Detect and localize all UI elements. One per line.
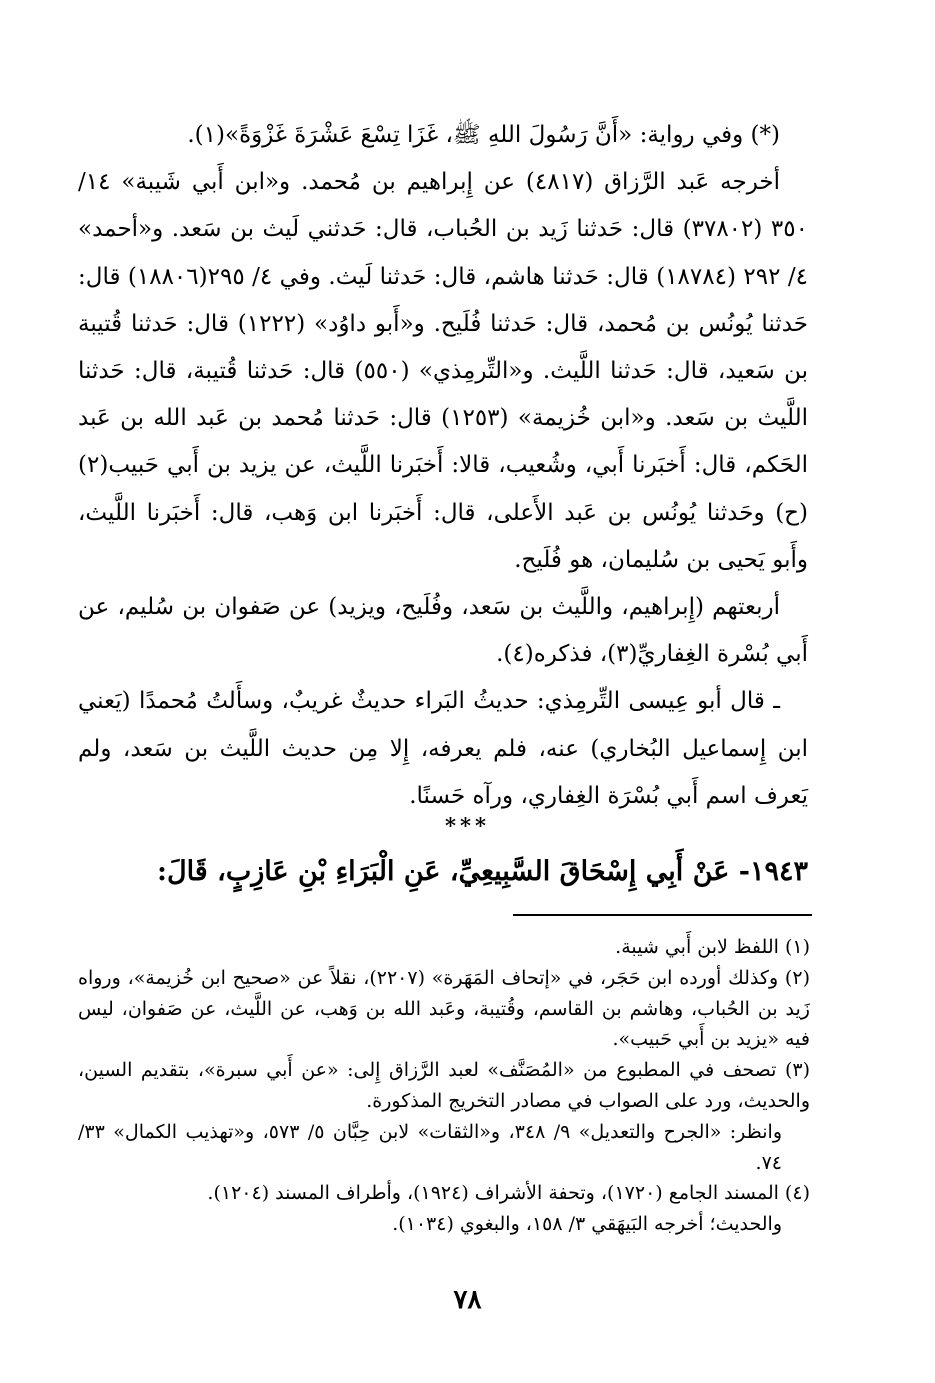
footnote-1: (١) اللفظ لابن أَبي شيبة. <box>615 936 810 958</box>
footnote-divider <box>513 914 812 916</box>
takhrij-paragraph: أخرجه عَبد الرَّزاق (٤٨١٧) عن إِبراهيم بن مُحمد. و«ابن أَبي شَيبة» ١٤/ ٣٥٠ (٣٧٨٠٢) قال: حَدثنا زَيد بن الحُباب، قال: حَدثني لَيث بن سَعد. و«أحمد» ٤/ ٢٩٢ (١٨٧٨٤) قال: حَدثنا هاشم، قال: حَدثنا لَيث. وفي ٤/ ٢٩٥(١٨٨٠٦) قال: حَدثنا يُونُس بن مُحمد، قال: حَدثنا فُلَيح. و«أَبو داوُد» (١٢٢٢) قال: حَدثنا قُتيبة بن سَعيد، قال: حَدثنا اللَّيث. و«التِّرمِذي» (٥٥٠) قال: حَدثنا قُتيبة، قال: حَدثنا اللَّيث بن سَعد. و«ابن خُزيمة» (١٢٥٣) قال: حَدثنا مُحمد بن عَبد الله بن عَبد الحَكم، قال: أَخبَرنا أَبي، وشُعيب، قالا: أَخبَرنا اللَّيث، عن يزيد بن أَبي حَبيب(٢) (ح) وحَدثنا يُونُس بن عَبد الأَعلى، قال: أَخبَرنا ابن وَهب، قال: أَخبَرنا اللَّيث، وأَبو يَحيى بن سُليمان، هو فُلَيح. <box>78 169 808 573</box>
chain-summary-paragraph: أربعتهم (إِبراهيم، واللَّيث بن سَعد، وفُلَيح، ويزيد) عن صَفوان بن سُليم، عن أَبي بُسْرة الغِفاريِّ(٣)، فذكره(٤). <box>78 594 808 668</box>
hadith-heading: ١٩٤٣- عَنْ أَبِي إِسْحَاقَ السَّبِيعِيِّ، عَنِ الْبَرَاءِ بْنِ عَازِبٍ، قَالَ: <box>156 856 808 887</box>
page-number: ٧٨ <box>453 1285 482 1315</box>
section-separator: *** <box>445 813 490 838</box>
footnote-4-continuation: والحديث؛ أخرجه البَيهَقي ٣/ ١٥٨، والبغوي (١٠٣٤). <box>392 1213 782 1236</box>
footnotes <box>78 932 810 1240</box>
main-text <box>78 112 808 820</box>
footnote-4: (٤) المسند الجامع (١٧٢٠)، وتحفة الأشراف (١٩٢٤)، وأطراف المسند (١٢٠٤). <box>207 1182 810 1205</box>
footnote-3: (٣) تصحف في المطبوع من «المُصَنَّف» لعبد الرَّزاق إِلى: «عن أَبي سبرة»، بتقديم السين، والحديث، ورد على الصواب في مصادر التخريج المذكورة. <box>78 1059 810 1112</box>
footnote-2: (٢) وكذلك أورده ابن حَجَر، في «إتحاف المَهَرة» (٢٢٠٧)، نقلاً عن «صحيح ابن خُزيمة»، ورواه زَيد بن الحُباب، وهاشم بن القاسم، وقُتيبة، وعَبد الله بن وَهب، عن اللَّيث، عن صَفوان، ليس فيه «يزيد بن أَبي حَبيب». <box>78 966 810 1051</box>
narration-variant: (*) وفي رواية: «أَنَّ رَسُولَ اللهِ ﷺ، غَزَا تِسْعَ عَشْرَةَ غَزْوَةً»(١). <box>187 122 780 148</box>
tirmidhi-comment-paragraph: ـ قال أبو عِيسى التِّرمِذي: حديثُ البَراء حديثٌ غريبٌ، وسأَلتُ مُحمدًا (يَعني ابن إِسماعيل البُخاري) عنه، فلم يعرفه، إِلا مِن حديث اللَّيث بن سَعد، ولم يَعرف اسم أَبي بُسْرَة الغِفاري، ورآه حَسنًا. <box>78 688 808 809</box>
footnote-3-continuation: وانظر: «الجرح والتعديل» ٩/ ٣٤٨، و«الثقات» لابن حِبَّان ٥/ ٥٧٣، و«تهذيب الكمال» ٣٣/ ٧٤. <box>78 1120 782 1174</box>
